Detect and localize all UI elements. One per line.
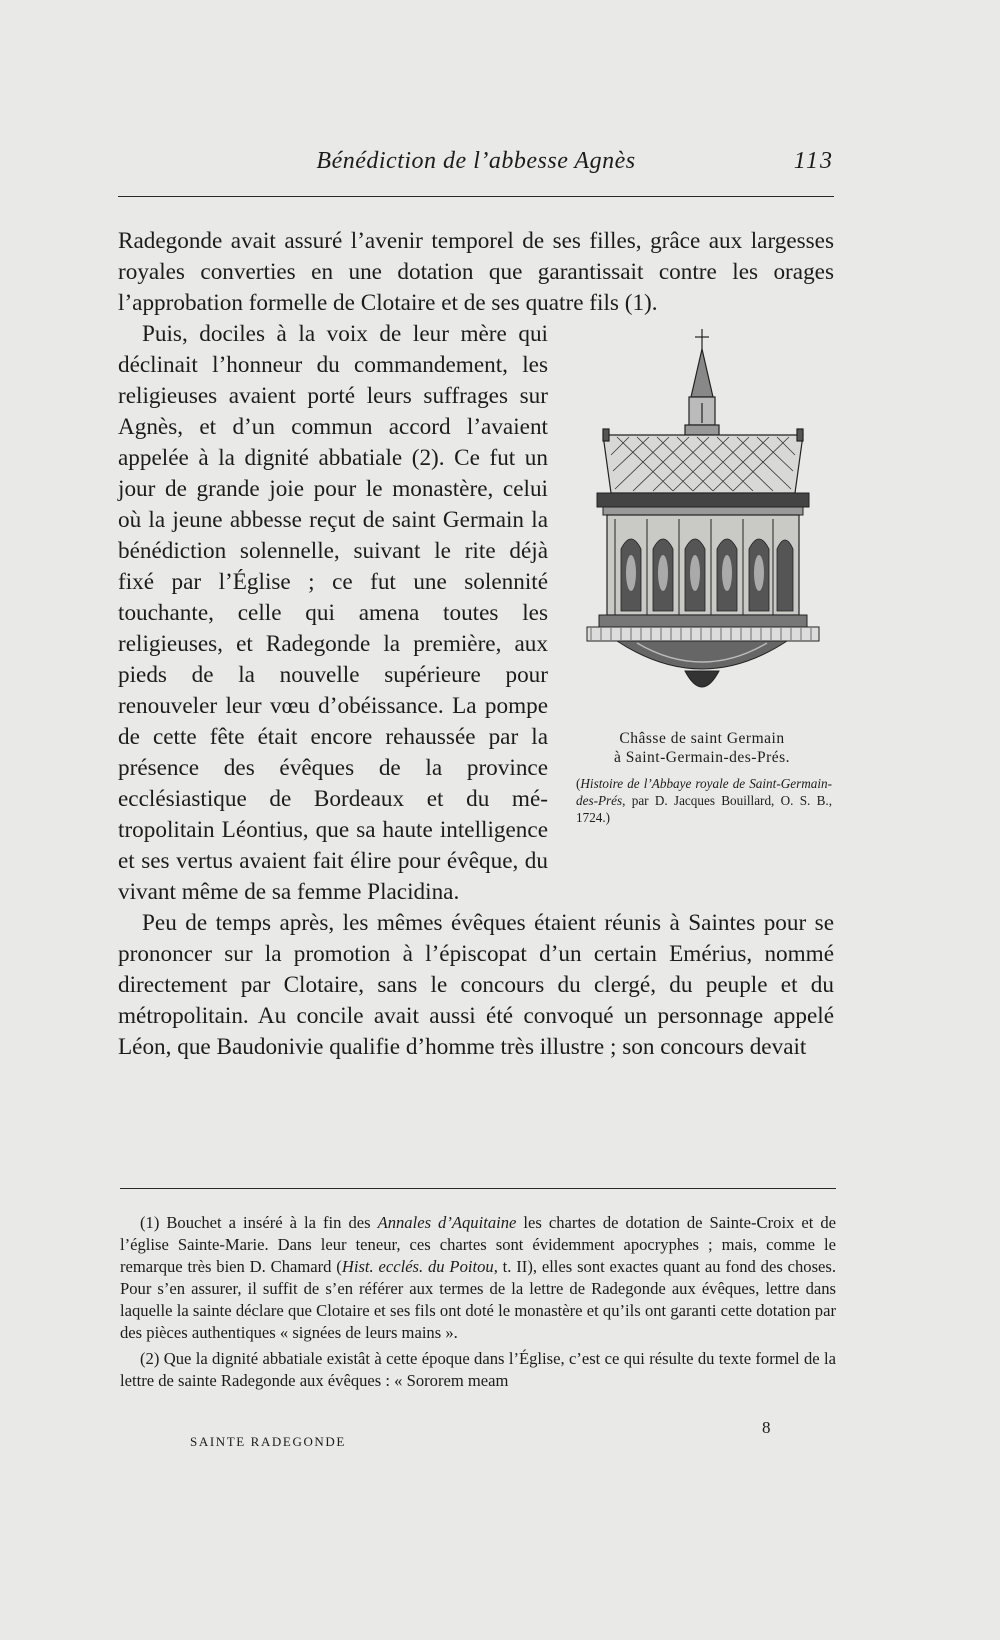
page-number: 113 (793, 148, 834, 174)
paragraph-3: Peu de temps après, les mêmes évêques étaient réunis à Saintes pour se prononcer sur la promotion à l’épiscopat d’un certain Emérius, nommé directement par Clotaire, sans le concours du clergé, du peuple et du métropolitain. Au concile avait aussi été convoqué un personnage appelé Léon, que Baudonivie qualifie d’homme très illustre ; son concours devait (118, 910, 834, 1060)
figure-caption-title: Châsse de saint Germain (619, 730, 785, 747)
signature-mark: SAINTE RADEGONDE (190, 1434, 346, 1449)
paragraph-2: Puis, dociles à la voix de leur mère qui déclinait l’honneur du commandement, les religieuses avaient porté leurs suffrages sur Agnès, et d’un commun accord l’avaient appelée à la dignité abbatiale (2). Ce fut un jour de grande joie pour le monastère, celui où la jeune abbesse reçut de saint Germain la bénédiction solennelle, suivant le rite déjà fixé par l’Église ; ce fut une solennité touchante, celle qui amena toutes les religieuses, et Radegonde la première, aux pieds de la nouvelle supérieure pour renouveler leur vœu d’obéissance. La pompe de cette fête était encore rehaussée par la présence des évêques de la province ecclésiastique de Bordeaux et du métropolitain Léontius, que sa haute intelligence et ses vertus avaient fait élire pour évêque, du vivant même de sa femme Placidina. (118, 321, 548, 905)
figure-chasse (568, 319, 836, 863)
reliquary-illustration (577, 325, 827, 721)
source-title: Histoire de l’Abbaye royale de Saint-Germain-des-Prés (576, 776, 832, 808)
figure-caption-source: (Histoire de l’Abbaye royale de Saint-Germain-des-Prés, par D. Jacques Bouillard, O. S. B., 1724.) (576, 776, 832, 825)
header-rule (118, 196, 834, 197)
sheet-number: 8 (762, 1418, 771, 1437)
paragraph-1: Radegonde avait assuré l’avenir temporel de ses filles, grâce aux largesses royales converties en une dotation que garantissait contre les orages l’approbation formelle de Clotaire et de ses quatre fils (1). (118, 228, 834, 316)
footnote-2: (2) Que la dignité abbatiale existât à cette époque dans l’Église, c’est ce qui résulte du texte formel de la lettre de sainte Radegonde aux évêques : « Sororem meam (120, 1349, 836, 1390)
main-text (118, 226, 834, 1063)
footnote-1: (1) Bouchet a inséré à la fin des Annales d’Aquitaine les chartes de dotation de Sainte-Croix et de l’église Sainte-Marie. Dans leur teneur, ces chartes sont évidemment apocryphes ; mais, comme le remarque très bien D. Chamard (Hist. ecclés. du Poitou, t. II), elles sont exactes quant au fond des choses. Pour s’en assurer, il suffit de s’en référer aux termes de la lettre de Radegonde aux évêques, lettre dans laquelle la sainte déclare que Clotaire et ses fils ont doté le monastère et qu’ils ont garanti cette dotation par des pièces authentiques « signées de leurs mains ». (120, 1213, 837, 1342)
figure-caption-location: à Saint-Germain-des-Prés. (613, 749, 791, 766)
footnotes (120, 1212, 836, 1396)
page-header (118, 148, 834, 188)
running-title: Bénédiction de l’abbesse Agnès (316, 148, 636, 174)
footnote-rule (120, 1188, 836, 1189)
